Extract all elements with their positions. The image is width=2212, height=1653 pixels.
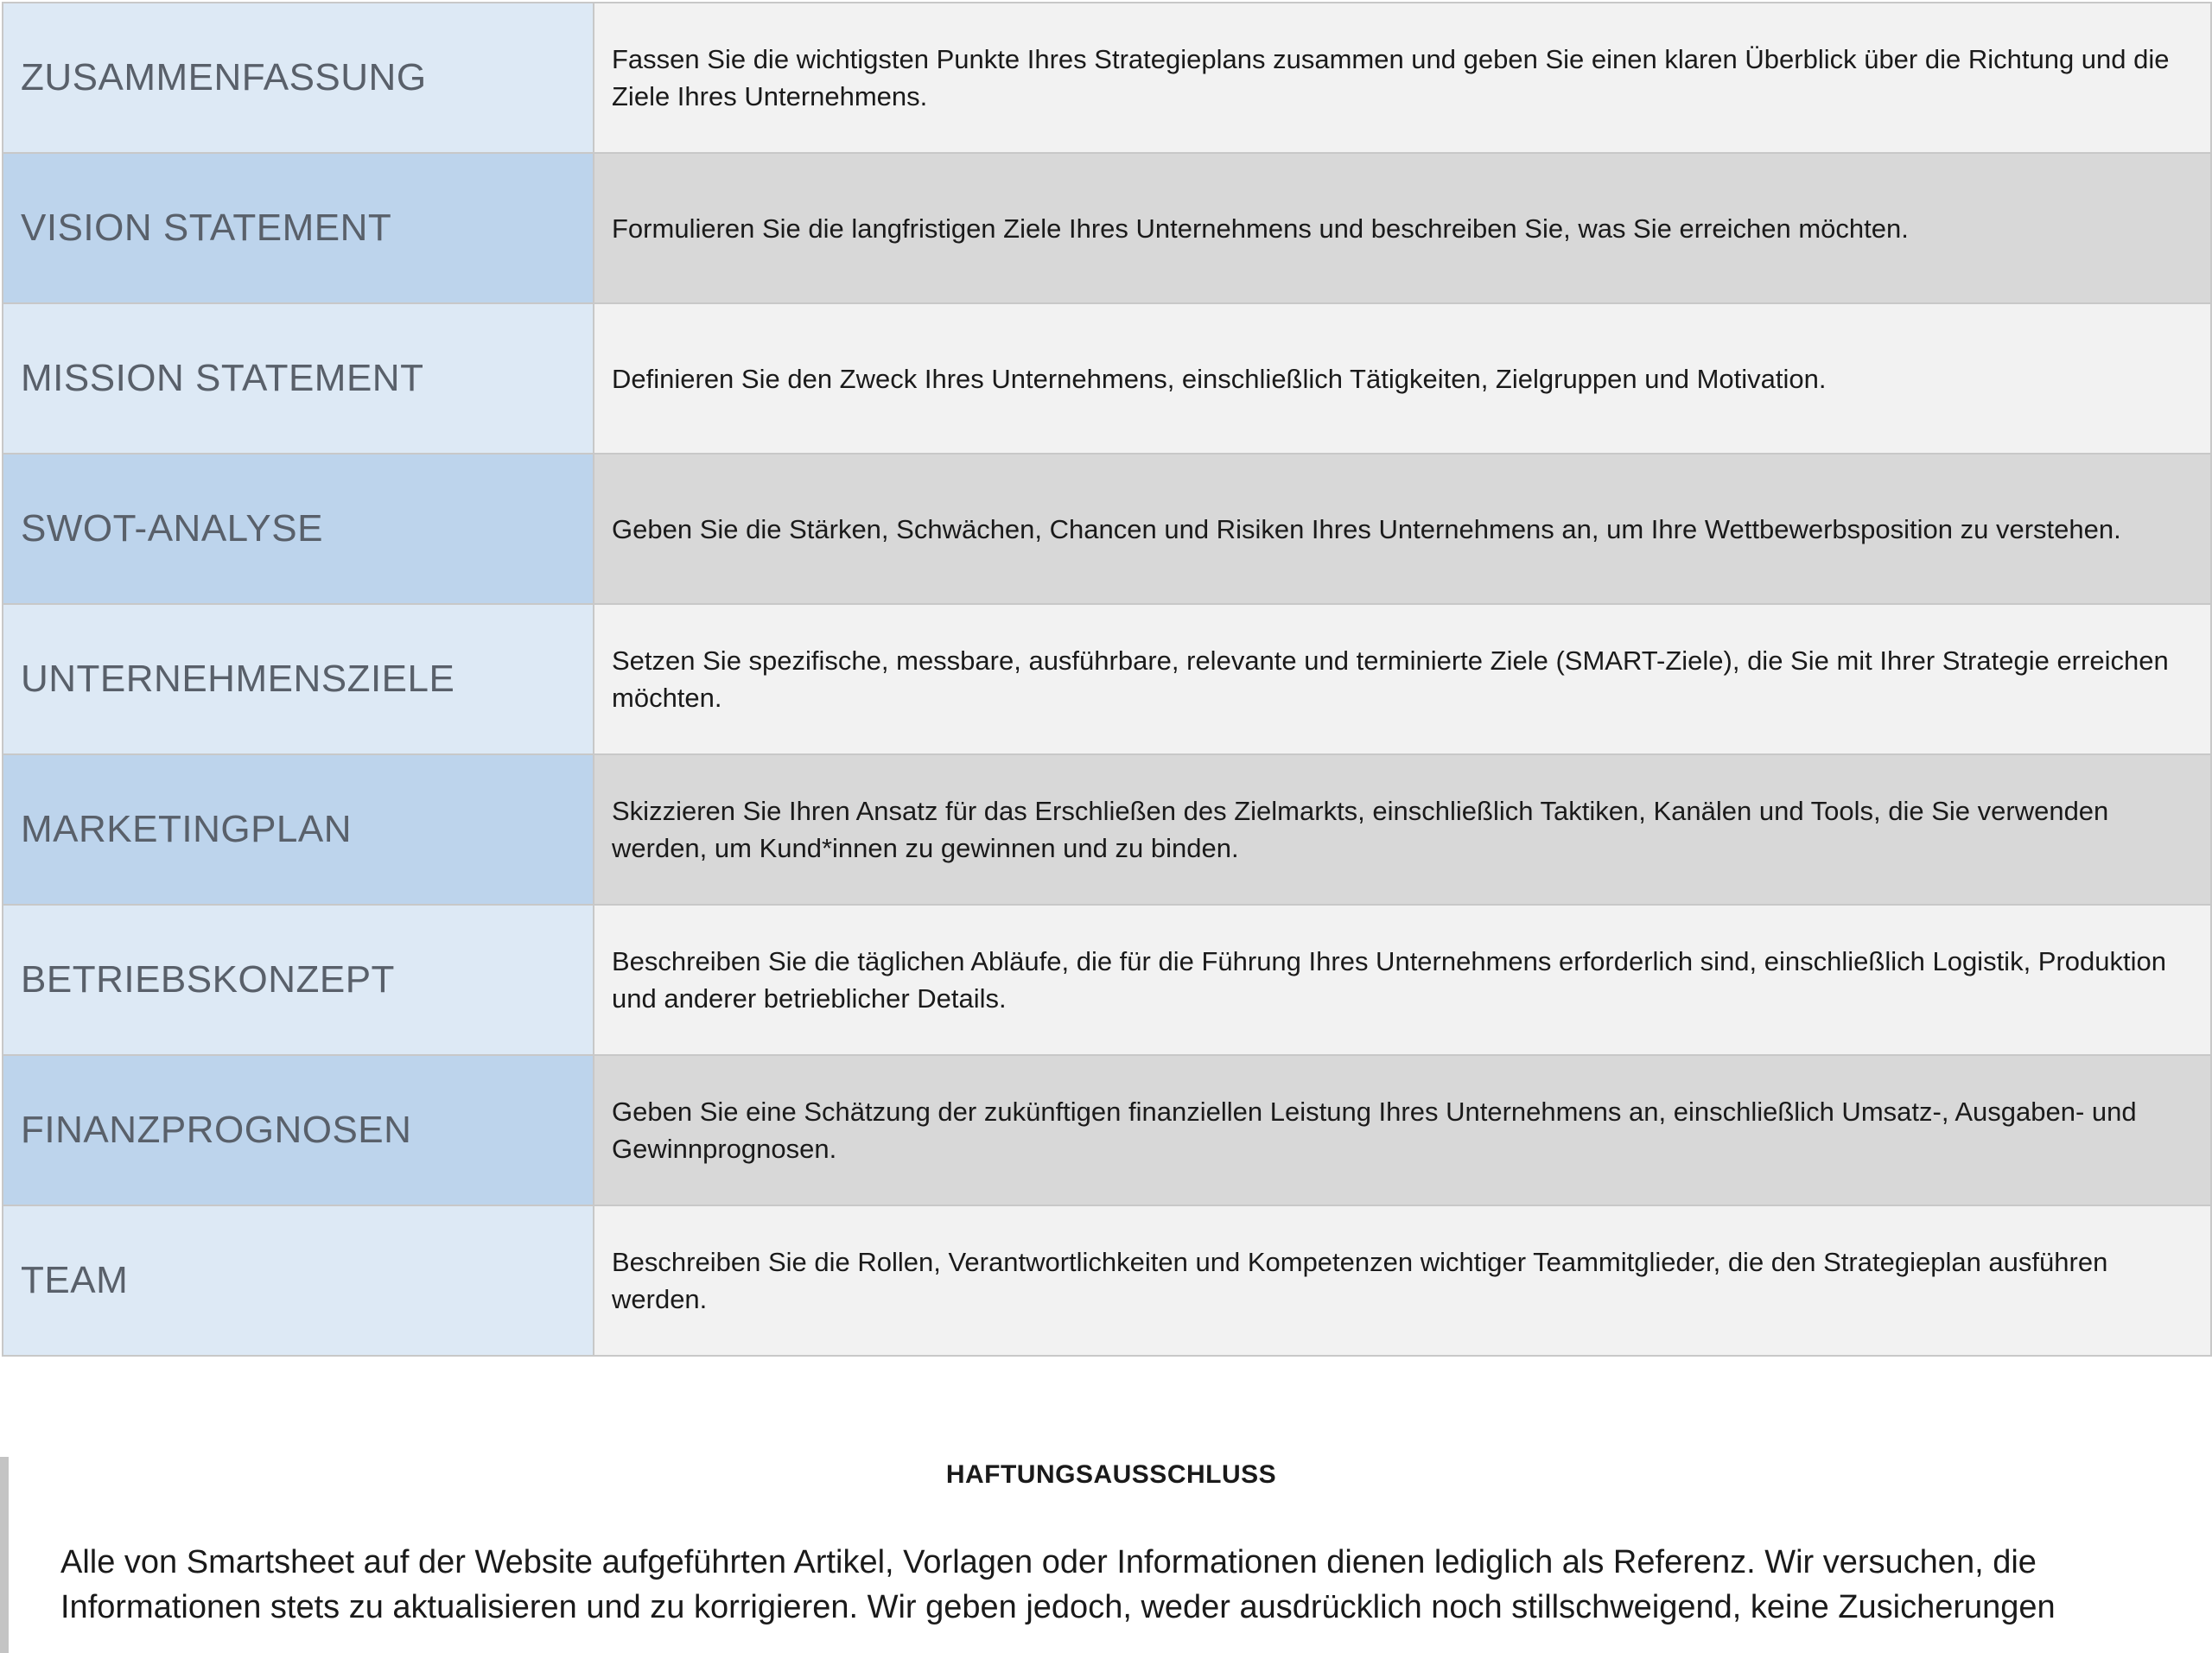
table-row <box>3 1205 2211 1356</box>
section-description: Beschreiben Sie die täglichen Abläufe, die für die Führung Ihres Unternehmens erforderlich sind, einschließlich Logistik, Produktion und anderer betrieblicher Details. <box>594 905 2211 1055</box>
section-label: TEAM <box>3 1205 594 1356</box>
section-description: Setzen Sie spezifische, messbare, ausführbare, relevante und terminierte Ziele (SMART-Ziele), die Sie mit Ihrer Strategie erreichen möchten. <box>594 604 2211 754</box>
section-description: Fassen Sie die wichtigsten Punkte Ihres Strategieplans zusammen und geben Sie einen klaren Überblick über die Richtung und die Ziele Ihres Unternehmens. <box>594 3 2211 153</box>
table-row <box>3 3 2211 153</box>
disclaimer-section <box>0 1457 2212 1653</box>
section-label: BETRIEBSKONZEPT <box>3 905 594 1055</box>
table-row <box>3 905 2211 1055</box>
table-row <box>3 604 2211 754</box>
table-row <box>3 153 2211 303</box>
table-row <box>3 454 2211 604</box>
section-description: Geben Sie eine Schätzung der zukünftigen finanziellen Leistung Ihres Unternehmens an, einschließlich Umsatz-, Ausgaben- und Gewinnprognosen. <box>594 1055 2211 1205</box>
section-description: Geben Sie die Stärken, Schwächen, Chancen und Risiken Ihres Unternehmens an, um Ihre Wettbewerbsposition zu verstehen. <box>594 454 2211 604</box>
strategy-plan-table <box>2 2 2212 1357</box>
section-description: Definieren Sie den Zweck Ihres Unternehmens, einschließlich Tätigkeiten, Zielgruppen und Motivation. <box>594 303 2211 454</box>
section-label: MISSION STATEMENT <box>3 303 594 454</box>
disclaimer-title: HAFTUNGSAUSSCHLUSS <box>945 1460 1277 1489</box>
section-label: MARKETINGPLAN <box>3 754 594 905</box>
section-label: VISION STATEMENT <box>3 153 594 303</box>
section-description: Beschreiben Sie die Rollen, Verantwortlichkeiten und Kompetenzen wichtiger Teammitglieder, die den Strategieplan ausführen werden. <box>594 1205 2211 1356</box>
table-row <box>3 754 2211 905</box>
section-description: Formulieren Sie die langfristigen Ziele Ihres Unternehmens und beschreiben Sie, was Sie erreichen möchten. <box>594 153 2211 303</box>
section-label: SWOT-ANALYSE <box>3 454 594 604</box>
table-row <box>3 1055 2211 1205</box>
section-label: ZUSAMMENFASSUNG <box>3 3 594 153</box>
section-description: Skizzieren Sie Ihren Ansatz für das Erschließen des Zielmarkts, einschließlich Taktiken, Kanälen und Tools, die Sie verwenden werden, um Kund*innen zu gewinnen und zu binden. <box>594 754 2211 905</box>
table-row <box>3 303 2211 454</box>
disclaimer-text: Alle von Smartsheet auf der Website aufgeführten Artikel, Vorlagen oder Informationen dienen lediglich als Referenz. Wir versuchen, die Informationen stets zu aktualisieren und zu korrigieren. Wir geben jedoch, weder ausdrücklich noch stillschweigend, keine Zusicherungen <box>60 1544 2056 1625</box>
section-label: UNTERNEHMENSZIELE <box>3 604 594 754</box>
section-label: FINANZPROGNOSEN <box>3 1055 594 1205</box>
